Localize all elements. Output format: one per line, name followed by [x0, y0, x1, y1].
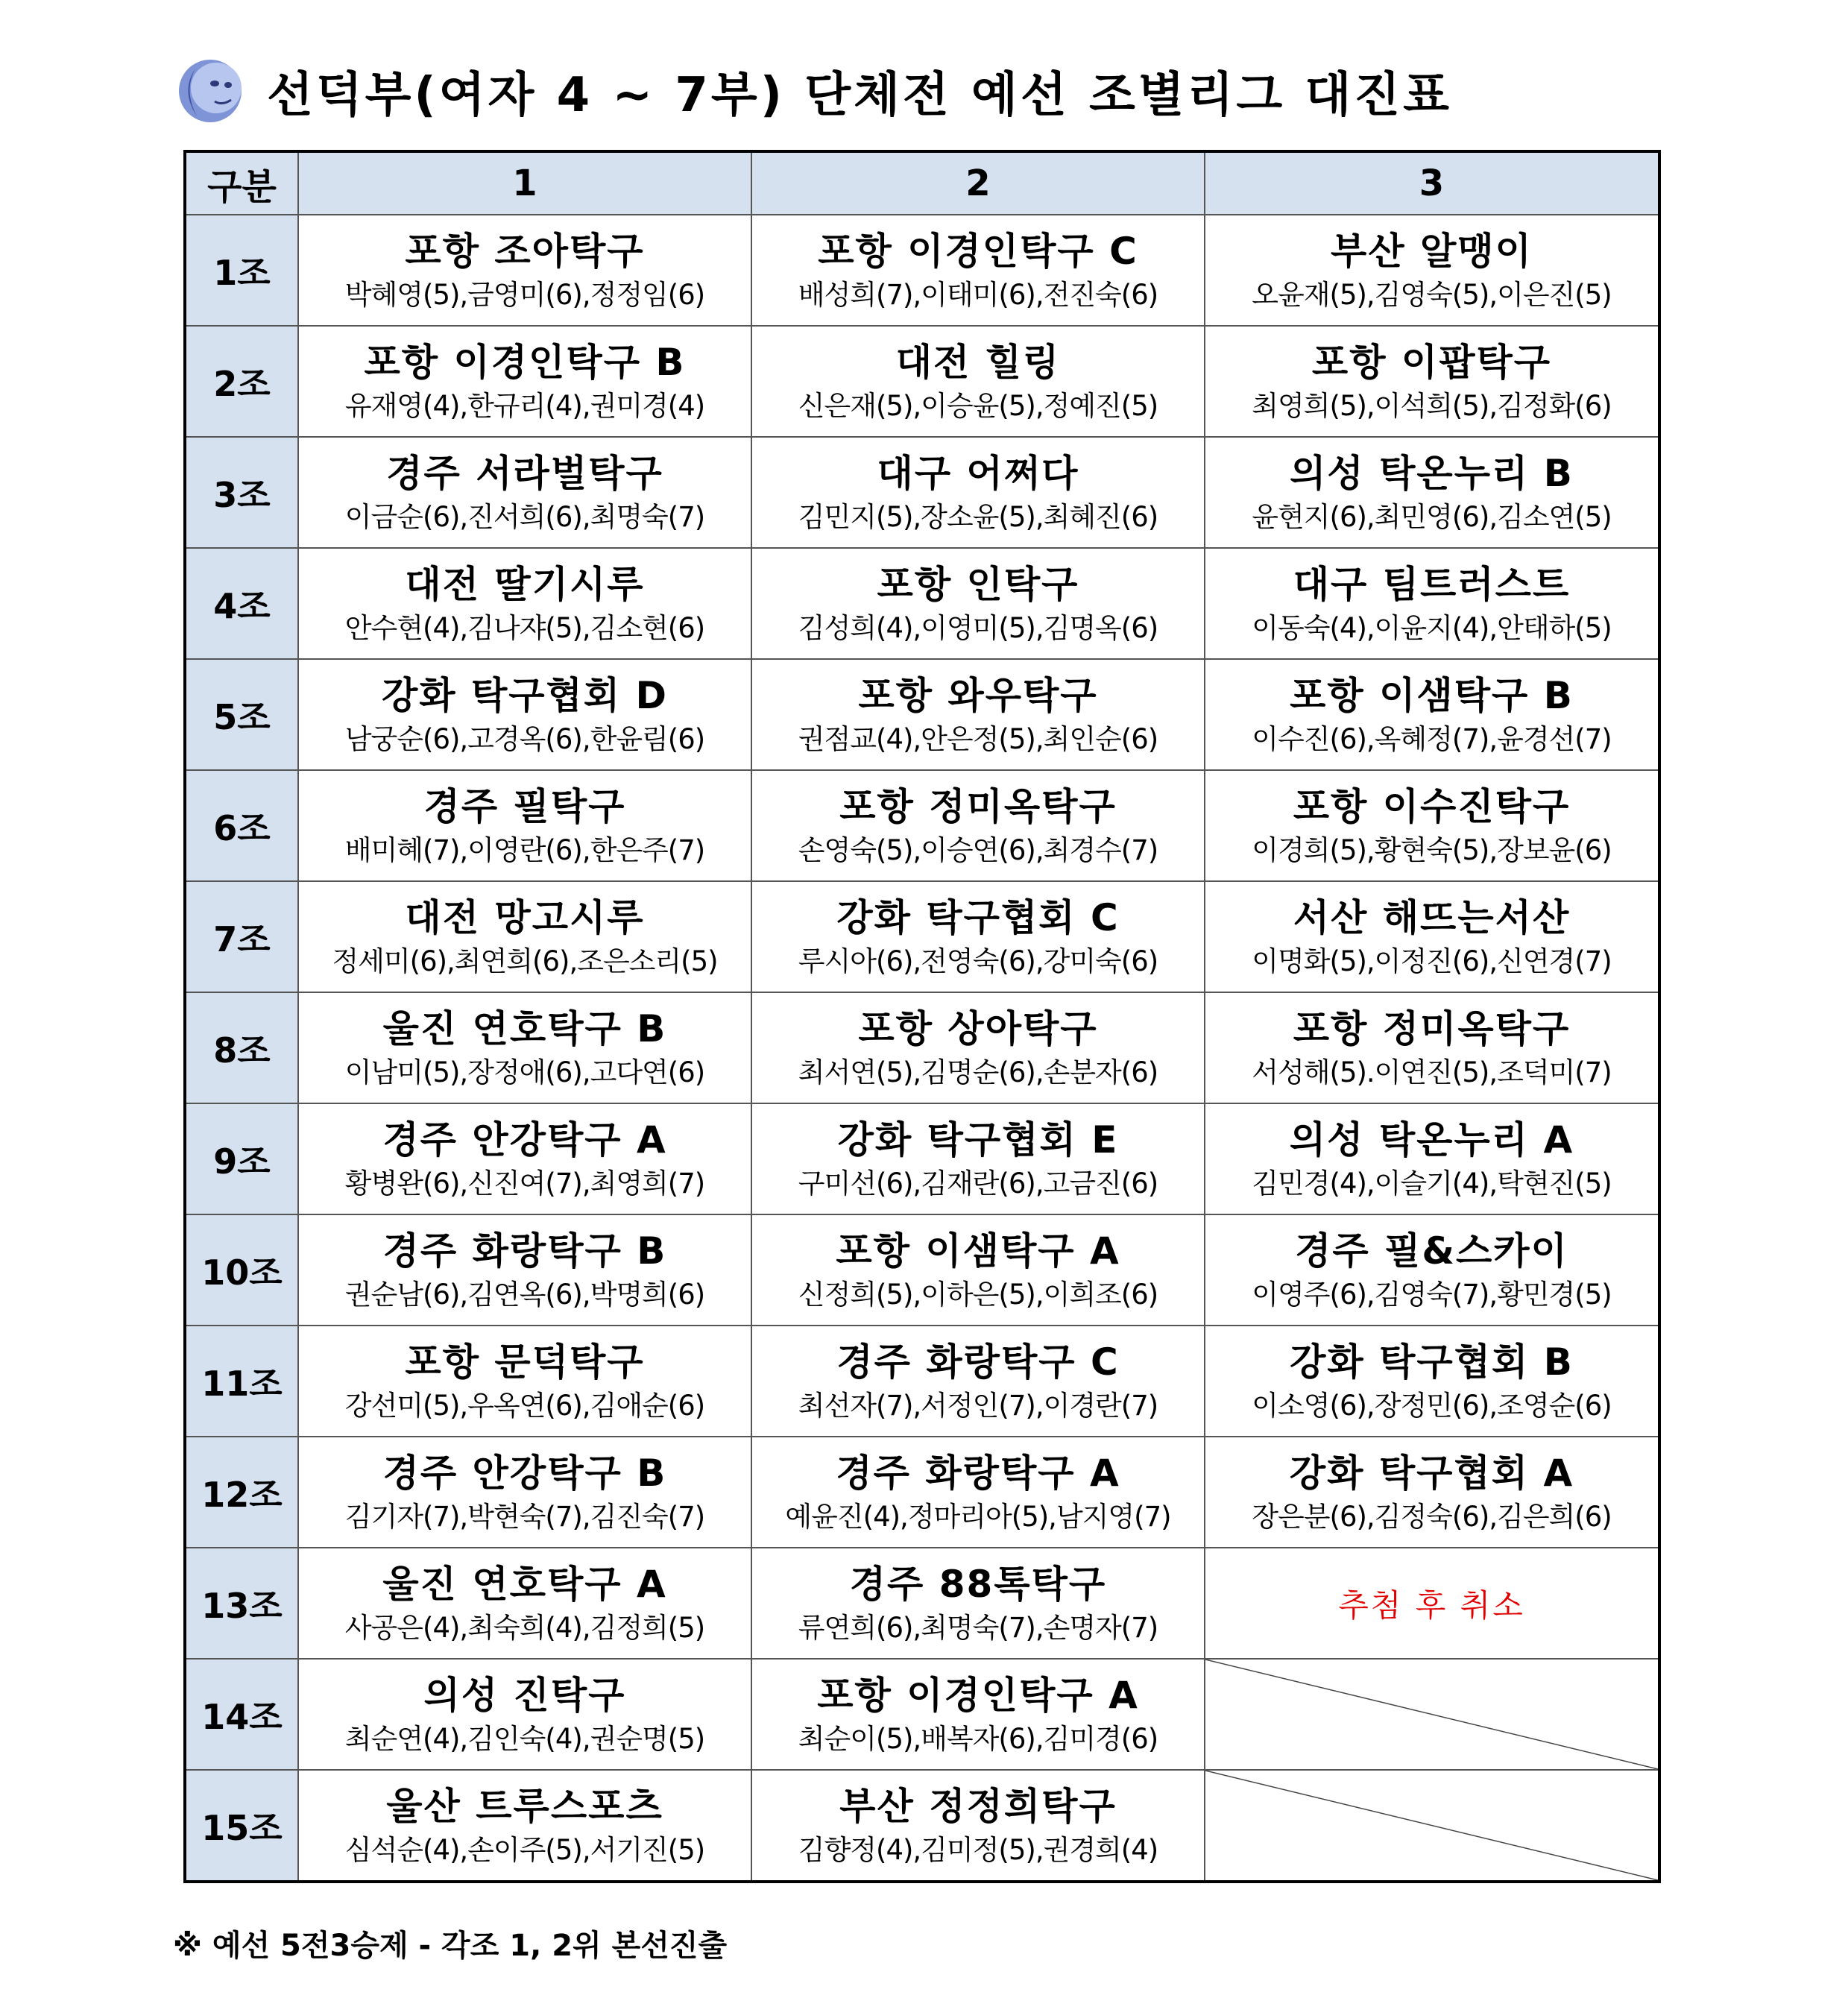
table-row	[185, 215, 1659, 326]
team-cell	[751, 1770, 1205, 1882]
header-slot-3: 3	[1205, 151, 1659, 215]
team-cell	[1205, 437, 1659, 548]
team-name: 의성 탁온누리 B	[1290, 451, 1574, 495]
team-cell	[751, 548, 1205, 659]
team-name: 강화 탁구협회 B	[1290, 1340, 1574, 1384]
team-players: 정세미(6),최연희(6),조은소리(5)	[332, 945, 718, 977]
team-cell	[298, 326, 751, 437]
team-cell	[751, 1659, 1205, 1770]
team-cell	[298, 1770, 751, 1882]
team-players: 이명화(5),이정진(6),신연경(7)	[1252, 945, 1612, 977]
team-players: 최서연(5),김명순(6),손분자(6)	[798, 1056, 1158, 1088]
team-name: 포항 와우탁구	[858, 673, 1098, 717]
team-cell	[298, 659, 751, 770]
team-name: 포항 이샘탁구 A	[836, 1229, 1120, 1273]
team-cell	[298, 437, 751, 548]
team-name: 의성 진탁구	[423, 1673, 626, 1717]
team-players: 최순이(5),배복자(6),김미경(6)	[798, 1722, 1158, 1755]
group-label: 4조	[185, 548, 298, 659]
table-row	[185, 548, 1659, 659]
team-players: 강선미(5),우옥연(6),김애순(6)	[344, 1389, 705, 1422]
group-label: 14조	[185, 1659, 298, 1770]
team-name: 포항 이경인탁구 B	[364, 340, 686, 384]
group-label: 9조	[185, 1103, 298, 1214]
team-cell	[751, 326, 1205, 437]
group-label: 8조	[185, 992, 298, 1103]
group-label: 12조	[185, 1437, 298, 1548]
team-name: 포항 이수진탁구	[1293, 784, 1571, 828]
team-players: 이동숙(4),이윤지(4),안태하(5)	[1252, 611, 1612, 644]
team-players: 김향정(4),김미정(5),권경희(4)	[798, 1833, 1158, 1866]
team-cell	[751, 215, 1205, 326]
team-name: 경주 서라벌탁구	[386, 451, 663, 495]
team-name: 대전 힐링	[895, 340, 1061, 384]
team-name: 경주 화랑탁구 C	[836, 1340, 1120, 1384]
team-name: 포항 조아탁구	[405, 229, 645, 273]
table-row	[185, 1659, 1659, 1770]
team-cell	[298, 1659, 751, 1770]
team-cell	[1205, 659, 1659, 770]
team-players: 김민지(5),장소윤(5),최혜진(6)	[798, 500, 1158, 533]
team-cell	[298, 881, 751, 992]
group-label: 11조	[185, 1326, 298, 1437]
cancel-note: 추첨 후 취소	[1338, 1586, 1525, 1624]
group-label: 2조	[185, 326, 298, 437]
diagonal-strike	[1205, 1771, 1658, 1880]
team-cell	[751, 770, 1205, 881]
team-players: 권순남(6),김연옥(6),박명희(6)	[344, 1278, 705, 1311]
team-name: 부산 정정희탁구	[839, 1784, 1117, 1828]
team-cell	[1205, 1103, 1659, 1214]
table-row	[185, 1103, 1659, 1214]
team-players: 최영희(5),이석희(5),김정화(6)	[1252, 389, 1612, 422]
team-players: 배미혜(7),이영란(6),한은주(7)	[344, 833, 705, 866]
team-name: 포항 이경인탁구 C	[818, 229, 1138, 273]
team-name: 경주 필탁구	[423, 784, 626, 828]
team-cell	[298, 770, 751, 881]
team-cell	[298, 1437, 751, 1548]
team-players: 손영숙(5),이승연(6),최경수(7)	[798, 833, 1158, 866]
group-label: 15조	[185, 1770, 298, 1882]
team-cell	[751, 1326, 1205, 1437]
team-name: 울산 트루스포츠	[386, 1784, 663, 1828]
team-cell	[1205, 770, 1659, 881]
team-name: 포항 이경인탁구 A	[817, 1673, 1139, 1717]
team-cell	[298, 1103, 751, 1214]
table-row	[185, 1214, 1659, 1326]
team-cell	[751, 659, 1205, 770]
group-label: 7조	[185, 881, 298, 992]
table-header-row	[185, 151, 1659, 215]
team-cell	[298, 992, 751, 1103]
team-cell	[751, 1437, 1205, 1548]
team-players: 서성해(5).이연진(5),조덕미(7)	[1252, 1056, 1612, 1088]
team-name: 대전 딸기시루	[405, 562, 645, 606]
team-players: 신정희(5),이하은(5),이희조(6)	[798, 1278, 1158, 1311]
team-players: 신은재(5),이승윤(5),정예진(5)	[798, 389, 1158, 422]
team-players: 사공은(4),최숙희(4),김정희(5)	[344, 1611, 705, 1644]
team-cell	[751, 437, 1205, 548]
header-slot-2: 2	[751, 151, 1205, 215]
team-cell	[751, 992, 1205, 1103]
header-group-cell: 구분	[185, 151, 298, 215]
team-cell	[751, 1548, 1205, 1659]
team-players: 최순연(4),김인숙(4),권순명(5)	[344, 1722, 705, 1755]
table-row	[185, 1548, 1659, 1659]
team-cell	[1205, 992, 1659, 1103]
moon-face-logo	[173, 54, 245, 128]
team-players: 심석순(4),손이주(5),서기진(5)	[344, 1833, 705, 1866]
team-cell	[298, 548, 751, 659]
team-name: 울진 연호탁구 B	[382, 1006, 667, 1050]
team-name: 경주 안강탁구 A	[382, 1118, 667, 1162]
group-label: 5조	[185, 659, 298, 770]
table-row	[185, 881, 1659, 992]
team-cell	[1205, 1437, 1659, 1548]
team-cell	[298, 1326, 751, 1437]
group-label: 6조	[185, 770, 298, 881]
team-name: 의성 탁온누리 A	[1289, 1118, 1574, 1162]
table-row	[185, 1437, 1659, 1548]
table-row	[185, 992, 1659, 1103]
team-name: 경주 화랑탁구 A	[836, 1451, 1120, 1495]
team-name: 경주 화랑탁구 B	[382, 1229, 667, 1273]
group-label: 3조	[185, 437, 298, 548]
team-name: 울진 연호탁구 A	[382, 1562, 667, 1606]
team-players: 유재영(4),한규리(4),권미경(4)	[344, 389, 705, 422]
empty-slot	[1205, 1659, 1659, 1770]
team-cell	[298, 1548, 751, 1659]
team-cell	[1205, 1326, 1659, 1437]
team-name: 포항 이팝탁구	[1311, 340, 1552, 384]
team-name: 서산 해뜨는서산	[1293, 895, 1571, 939]
team-players: 남궁순(6),고경옥(6),한윤림(6)	[344, 722, 705, 755]
team-name: 대구 어쩌다	[877, 451, 1079, 495]
team-cell	[1205, 881, 1659, 992]
bracket-table	[183, 150, 1661, 1883]
table-row	[185, 1770, 1659, 1882]
table-row	[185, 770, 1659, 881]
empty-slot	[1205, 1770, 1659, 1882]
team-players: 김민경(4),이슬기(4),탁현진(5)	[1252, 1167, 1612, 1200]
footnote: ※ 예선 5전3승제 - 각조 1, 2위 본선진출	[173, 1929, 728, 1963]
team-players: 이소영(6),장정민(6),조영순(6)	[1252, 1389, 1612, 1422]
team-players: 장은분(6),김정숙(6),김은희(6)	[1252, 1500, 1612, 1533]
team-players: 최선자(7),서정인(7),이경란(7)	[798, 1389, 1158, 1422]
team-cell	[751, 1103, 1205, 1214]
team-name: 강화 탁구협회 E	[837, 1118, 1119, 1162]
header-slot-1: 1	[298, 151, 751, 215]
team-players: 오윤재(5),김영숙(5),이은진(5)	[1252, 278, 1612, 311]
team-cell	[751, 1214, 1205, 1326]
team-name: 경주 필&스카이	[1295, 1229, 1568, 1273]
team-players: 예윤진(4),정마리아(5),남지영(7)	[785, 1500, 1171, 1533]
group-label: 13조	[185, 1548, 298, 1659]
team-name: 경주 88톡탁구	[849, 1562, 1107, 1606]
bracket-body	[185, 215, 1659, 1882]
team-name: 포항 정미옥탁구	[1293, 1006, 1571, 1050]
table-row	[185, 659, 1659, 770]
team-name: 경주 안강탁구 B	[382, 1451, 667, 1495]
team-players: 이경희(5),황현숙(5),장보윤(6)	[1252, 833, 1612, 866]
team-players: 윤현지(6),최민영(6),김소연(5)	[1252, 500, 1612, 533]
page-header	[173, 46, 1452, 136]
team-players: 박혜영(5),금영미(6),정정임(6)	[344, 278, 705, 311]
team-name: 포항 정미옥탁구	[839, 784, 1117, 828]
diagonal-strike	[1205, 1660, 1658, 1769]
team-players: 류연희(6),최명숙(7),손명자(7)	[798, 1611, 1158, 1644]
team-players: 김기자(7),박현숙(7),김진숙(7)	[344, 1500, 705, 1533]
table-row	[185, 1326, 1659, 1437]
team-players: 루시아(6),전영숙(6),강미숙(6)	[798, 945, 1158, 977]
team-cell	[1205, 548, 1659, 659]
page-title: 선덕부(여자 4 ~ 7부) 단체전 예선 조별리그 대진표	[267, 68, 1452, 123]
team-cell	[1205, 215, 1659, 326]
team-name: 강화 탁구협회 D	[381, 673, 669, 717]
team-cell	[1205, 326, 1659, 437]
team-players: 이영주(6),김영숙(7),황민경(5)	[1252, 1278, 1612, 1311]
team-name: 포항 문덕탁구	[405, 1340, 645, 1384]
team-players: 이수진(6),옥혜정(7),윤경선(7)	[1252, 722, 1612, 755]
team-name: 대전 망고시루	[405, 895, 645, 939]
table-row	[185, 437, 1659, 548]
team-cell	[1205, 1214, 1659, 1326]
team-players: 김성희(4),이영미(5),김명옥(6)	[798, 611, 1158, 644]
team-players: 황병완(6),신진여(7),최영희(7)	[344, 1167, 705, 1200]
team-players: 권점교(4),안은정(5),최인순(6)	[798, 722, 1158, 755]
team-players: 안수현(4),김나쟈(5),김소현(6)	[344, 611, 705, 644]
team-name: 포항 인탁구	[877, 562, 1079, 606]
team-cell	[298, 215, 751, 326]
team-players: 이금순(6),진서희(6),최명숙(7)	[344, 500, 705, 533]
cancelled-cell	[1205, 1548, 1659, 1659]
table-row	[185, 326, 1659, 437]
team-name: 포항 이샘탁구 B	[1290, 673, 1574, 717]
team-cell	[751, 881, 1205, 992]
team-cell	[298, 1214, 751, 1326]
group-label: 1조	[185, 215, 298, 326]
team-name: 강화 탁구협회 C	[836, 895, 1120, 939]
team-name: 대구 팀트러스트	[1293, 562, 1571, 606]
team-name: 부산 알맹이	[1331, 229, 1533, 273]
team-players: 구미선(6),김재란(6),고금진(6)	[798, 1167, 1158, 1200]
team-name: 포항 상아탁구	[858, 1006, 1098, 1050]
team-players: 배성희(7),이태미(6),전진숙(6)	[798, 278, 1158, 311]
team-name: 강화 탁구협회 A	[1289, 1451, 1574, 1495]
team-players: 이남미(5),장정애(6),고다연(6)	[344, 1056, 705, 1088]
group-label: 10조	[185, 1214, 298, 1326]
